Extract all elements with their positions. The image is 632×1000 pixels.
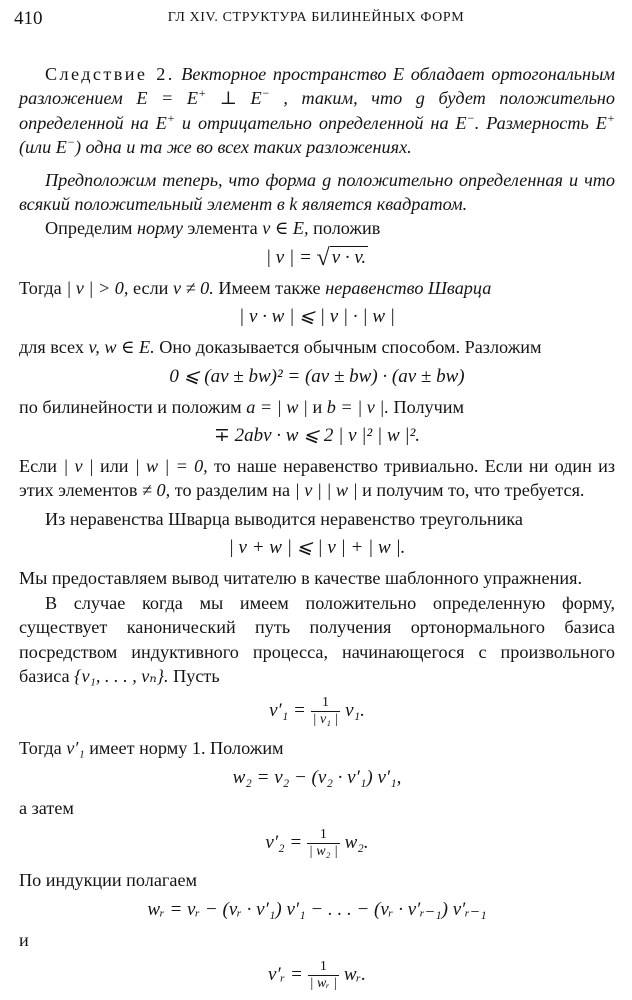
corollary-text-c: и отрицательно определенной на [181, 112, 449, 133]
v1-fraction: $\frac{1}{\text{| v₁ |}}$ [312, 695, 339, 728]
running-header [14, 8, 618, 32]
page-number: 410 [14, 8, 43, 29]
w2-formula: w₂ = v₂ − (v₂ · v′₁) v′₁, [232, 766, 402, 788]
schwarz-inequality: | v · w | ⩽ | v | · | w | [239, 306, 395, 328]
wr-formula: wᵣ = vᵣ − (vᵣ · v′₁) v′₁ − . . . − (vᵣ · v′ᵣ₋₁) v′ᵣ₋₁ [147, 898, 487, 920]
bilinearity-text: по билинейности и положим a = | w | и b = | v |. Получим [19, 396, 465, 417]
and-then-text: а затем [19, 797, 74, 818]
trivial-case-text: Если | v | или | w | = 0, то наше неравенство тривиально. Если ни один из этих элементов ≠ 0, то разделим на | v | | w | и получим то, что требуется. [19, 456, 616, 501]
triangle-intro: Из неравенства Шварца выводится неравенство треугольника [45, 508, 523, 529]
e-minus: E− [455, 110, 475, 133]
vr-normalization: v′ᵣ = $\frac{1}{\text{| wᵣ |}}$ wᵣ. [268, 958, 366, 991]
e-plus-2: E+ [595, 110, 615, 133]
result-inequality: ∓ 2abv · w ⩽ 2 | v |² | w |². [213, 425, 421, 447]
corollary-text-d: . Размерность [474, 112, 589, 133]
vr-fraction: $\frac{1}{\text{| wᵣ |}}$ [309, 958, 338, 991]
v2-normalization: v′₂ = $\frac{1}{\text{| w₂ |}}$ w₂. [265, 827, 369, 860]
e-plus: E+ [155, 110, 175, 133]
norm-definition: Определим норму элемента v ∈ E, положив [45, 218, 381, 239]
page-body [19, 62, 615, 1000]
corollary-text-f: ) одна и та же во всех таких разложениях. [74, 137, 412, 158]
corollary-label: Следствие 2. [45, 64, 175, 84]
corollary-formula: E = E+ ⊥ E− [136, 86, 270, 109]
exercise-text: Мы предоставляем вывод читателю в качестве шаблонного упражнения. [19, 568, 582, 589]
and-text: и [19, 929, 29, 950]
corollary-text-e: (или [19, 137, 52, 158]
corollary-text-b: , таким, что g будет положительно определенной на [19, 88, 616, 133]
expansion-formula: 0 ⩽ (av ± bw)² = (av ± bw) · (av ± bw) [169, 365, 465, 387]
e-minus-2: E− [55, 135, 75, 158]
schwarz-intro: Тогда | v | > 0, если v ≠ 0. Имеем также неравенство Шварца [19, 277, 492, 298]
norm-formula: | v | = √ v · v. [265, 244, 367, 271]
v2-fraction: $\frac{1}{\text{| w₂ |}}$ [308, 827, 338, 860]
chapter-title: ГЛ XIV. СТРУКТУРА БИЛИНЕЙНЫХ ФОРМ [167, 10, 465, 25]
gram-schmidt-text: В случае когда мы имеем положительно определенную форму, существует канонический путь получения ортонормального базиса посредством индуктивного процесса, начинающегося с произвольного базиса {v₁, . . . , vₙ}. Пусть [19, 592, 615, 686]
triangle-inequality: | v + w | ⩽ | v | + | w |. [228, 537, 406, 559]
corollary-paragraph [19, 62, 615, 160]
assumption-paragraph: Предположим теперь, что форма g положительно определенная и что всякий положительный элемент в k является квадратом. [19, 169, 615, 215]
corollary-text-a: Векторное пространство E обладает ортогональным разложением [19, 64, 615, 109]
proof-intro: для всех v, w ∈ E. Оно доказывается обычным способом. Разложим [19, 337, 542, 358]
v1-normalization: v′₁ = $\frac{1}{\text{| v₁ |}}$ v₁. [269, 695, 365, 728]
unit-norm-text: Тогда v′₁ имеет норму 1. Положим [19, 738, 284, 759]
induction-text: По индукции полагаем [19, 870, 198, 891]
